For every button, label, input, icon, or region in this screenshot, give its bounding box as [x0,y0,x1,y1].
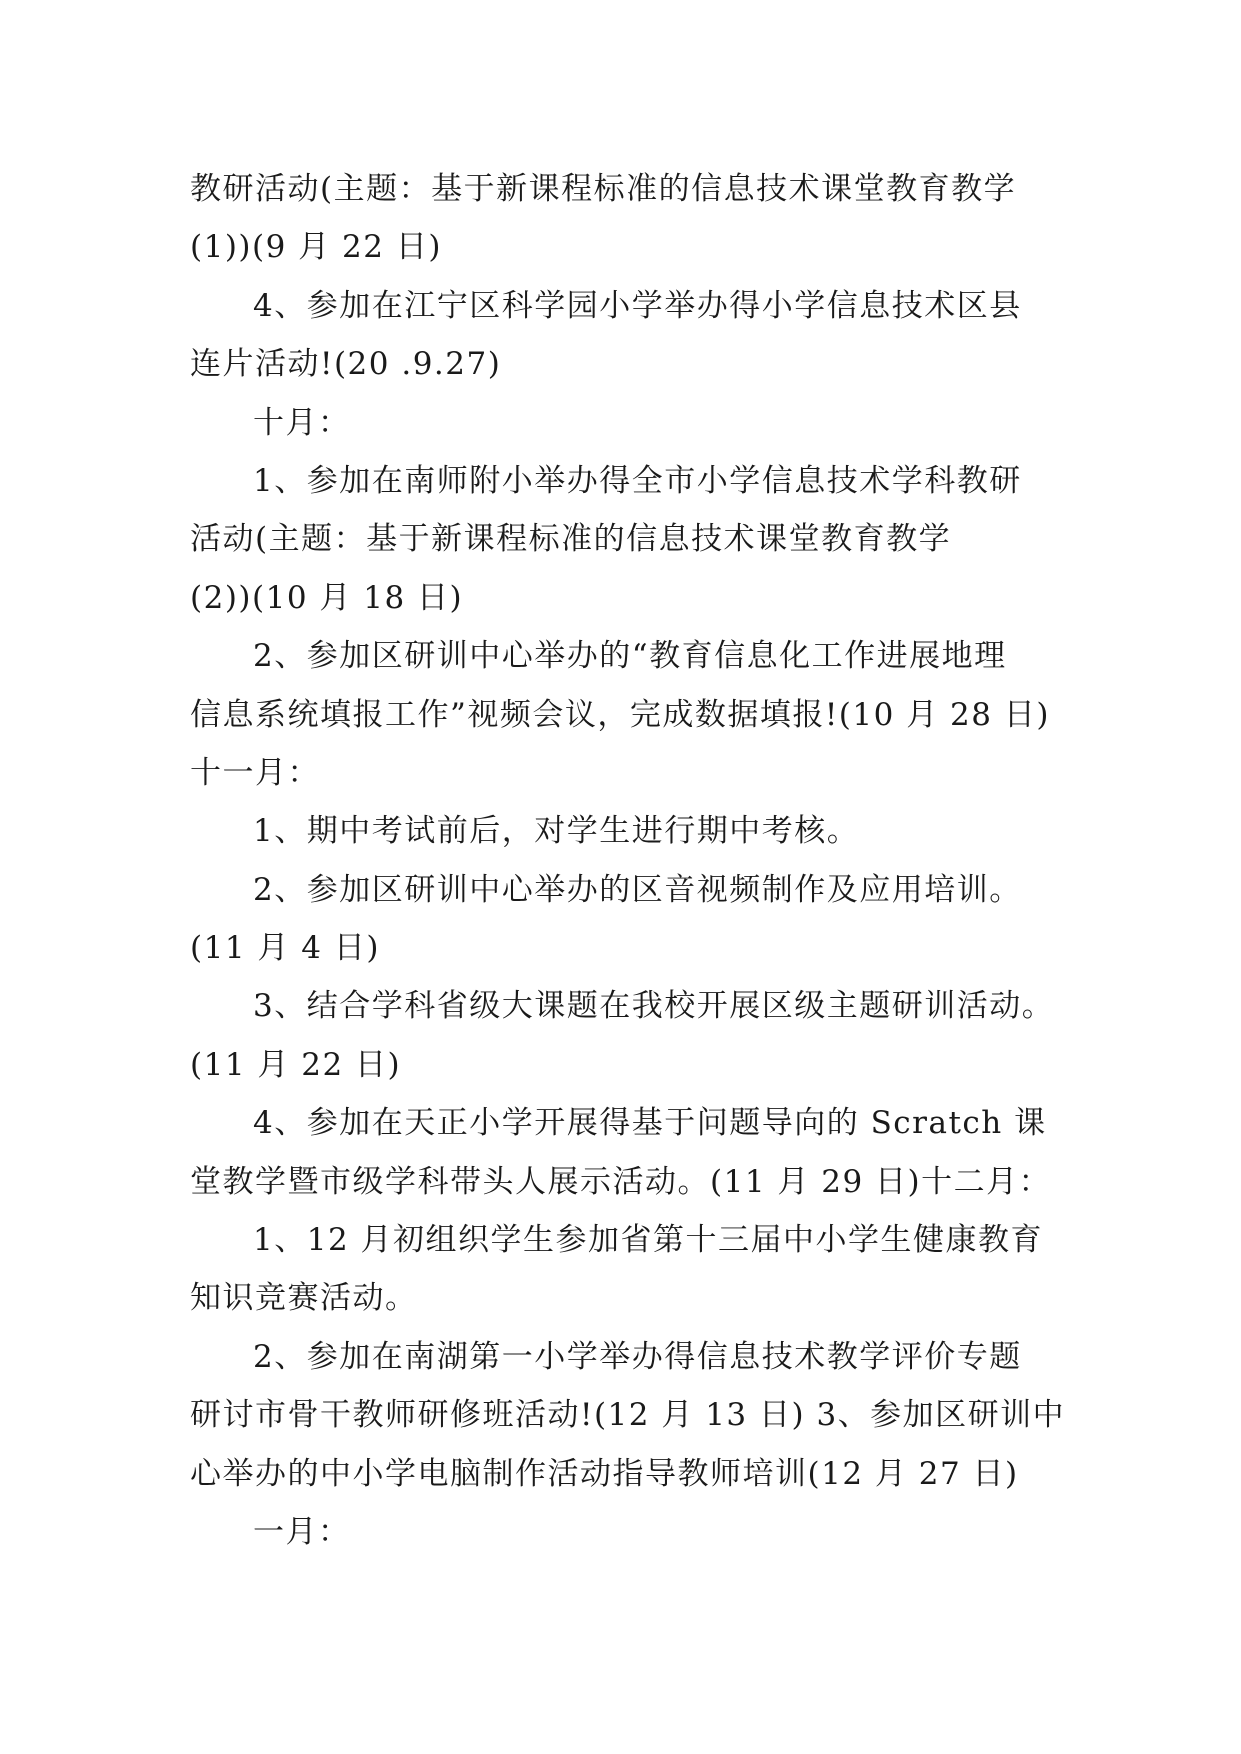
text-line: 4、参加在天正小学开展得基于问题导向的 Scratch 课 [253,1105,1047,1142]
text-line: 连片活动!(20 .9.27) [190,346,502,383]
text-line: 研讨市骨干教师研修班活动!(12 月 13 日) 3、参加区研训中 [190,1397,1066,1434]
text-line: 1、期中考试前后，对学生进行期中考核。 [253,813,860,850]
text-line: 信息系统填报工作”视频会议，完成数据填报!(10 月 28 日) [190,696,1050,733]
text-line: (1))(9 月 22 日) [190,229,442,266]
text-line: 4、参加在江宁区科学园小学举办得小学信息技术区县 [253,287,1022,324]
text-line: 教研活动(主题：基于新课程标准的信息技术课堂教育教学 [190,171,1017,207]
text-line: 2、参加区研训中心举办的区音视频制作及应用培训。 [253,871,1022,908]
text-line: 2、参加区研训中心举办的“教育信息化工作进展地理 [253,638,1007,675]
text-line: 知识竞赛活动。 [190,1280,418,1317]
section-heading: 一月： [253,1513,351,1550]
text-line: 2、参加在南湖第一小学举办得信息技术教学评价专题 [253,1338,1022,1375]
text-line: 1、12 月初组织学生参加省第十三届中小学生健康教育 [253,1222,1044,1259]
section-heading: 十月： [253,404,351,441]
text-line: 3、结合学科省级大课题在我校开展区级主题研训活动。 [253,988,1055,1025]
text-line: (2))(10 月 18 日) [190,579,464,616]
text-line: 堂教学暨市级学科带头人展示活动。(11 月 29 日)十二月： [190,1163,1052,1200]
text-line: 1、参加在南师附小举办得全市小学信息技术学科教研 [253,462,1022,499]
section-heading: 十一月： [190,754,320,791]
text-line: (11 月 22 日) [190,1046,402,1083]
text-line: (11 月 4 日) [190,930,380,967]
document-body [190,160,1066,1561]
text-line: 心举办的中小学电脑制作活动指导教师培训(12 月 27 日) [190,1455,1019,1492]
text-line: 活动(主题：基于新课程标准的信息技术课堂教育教学 [190,521,952,558]
